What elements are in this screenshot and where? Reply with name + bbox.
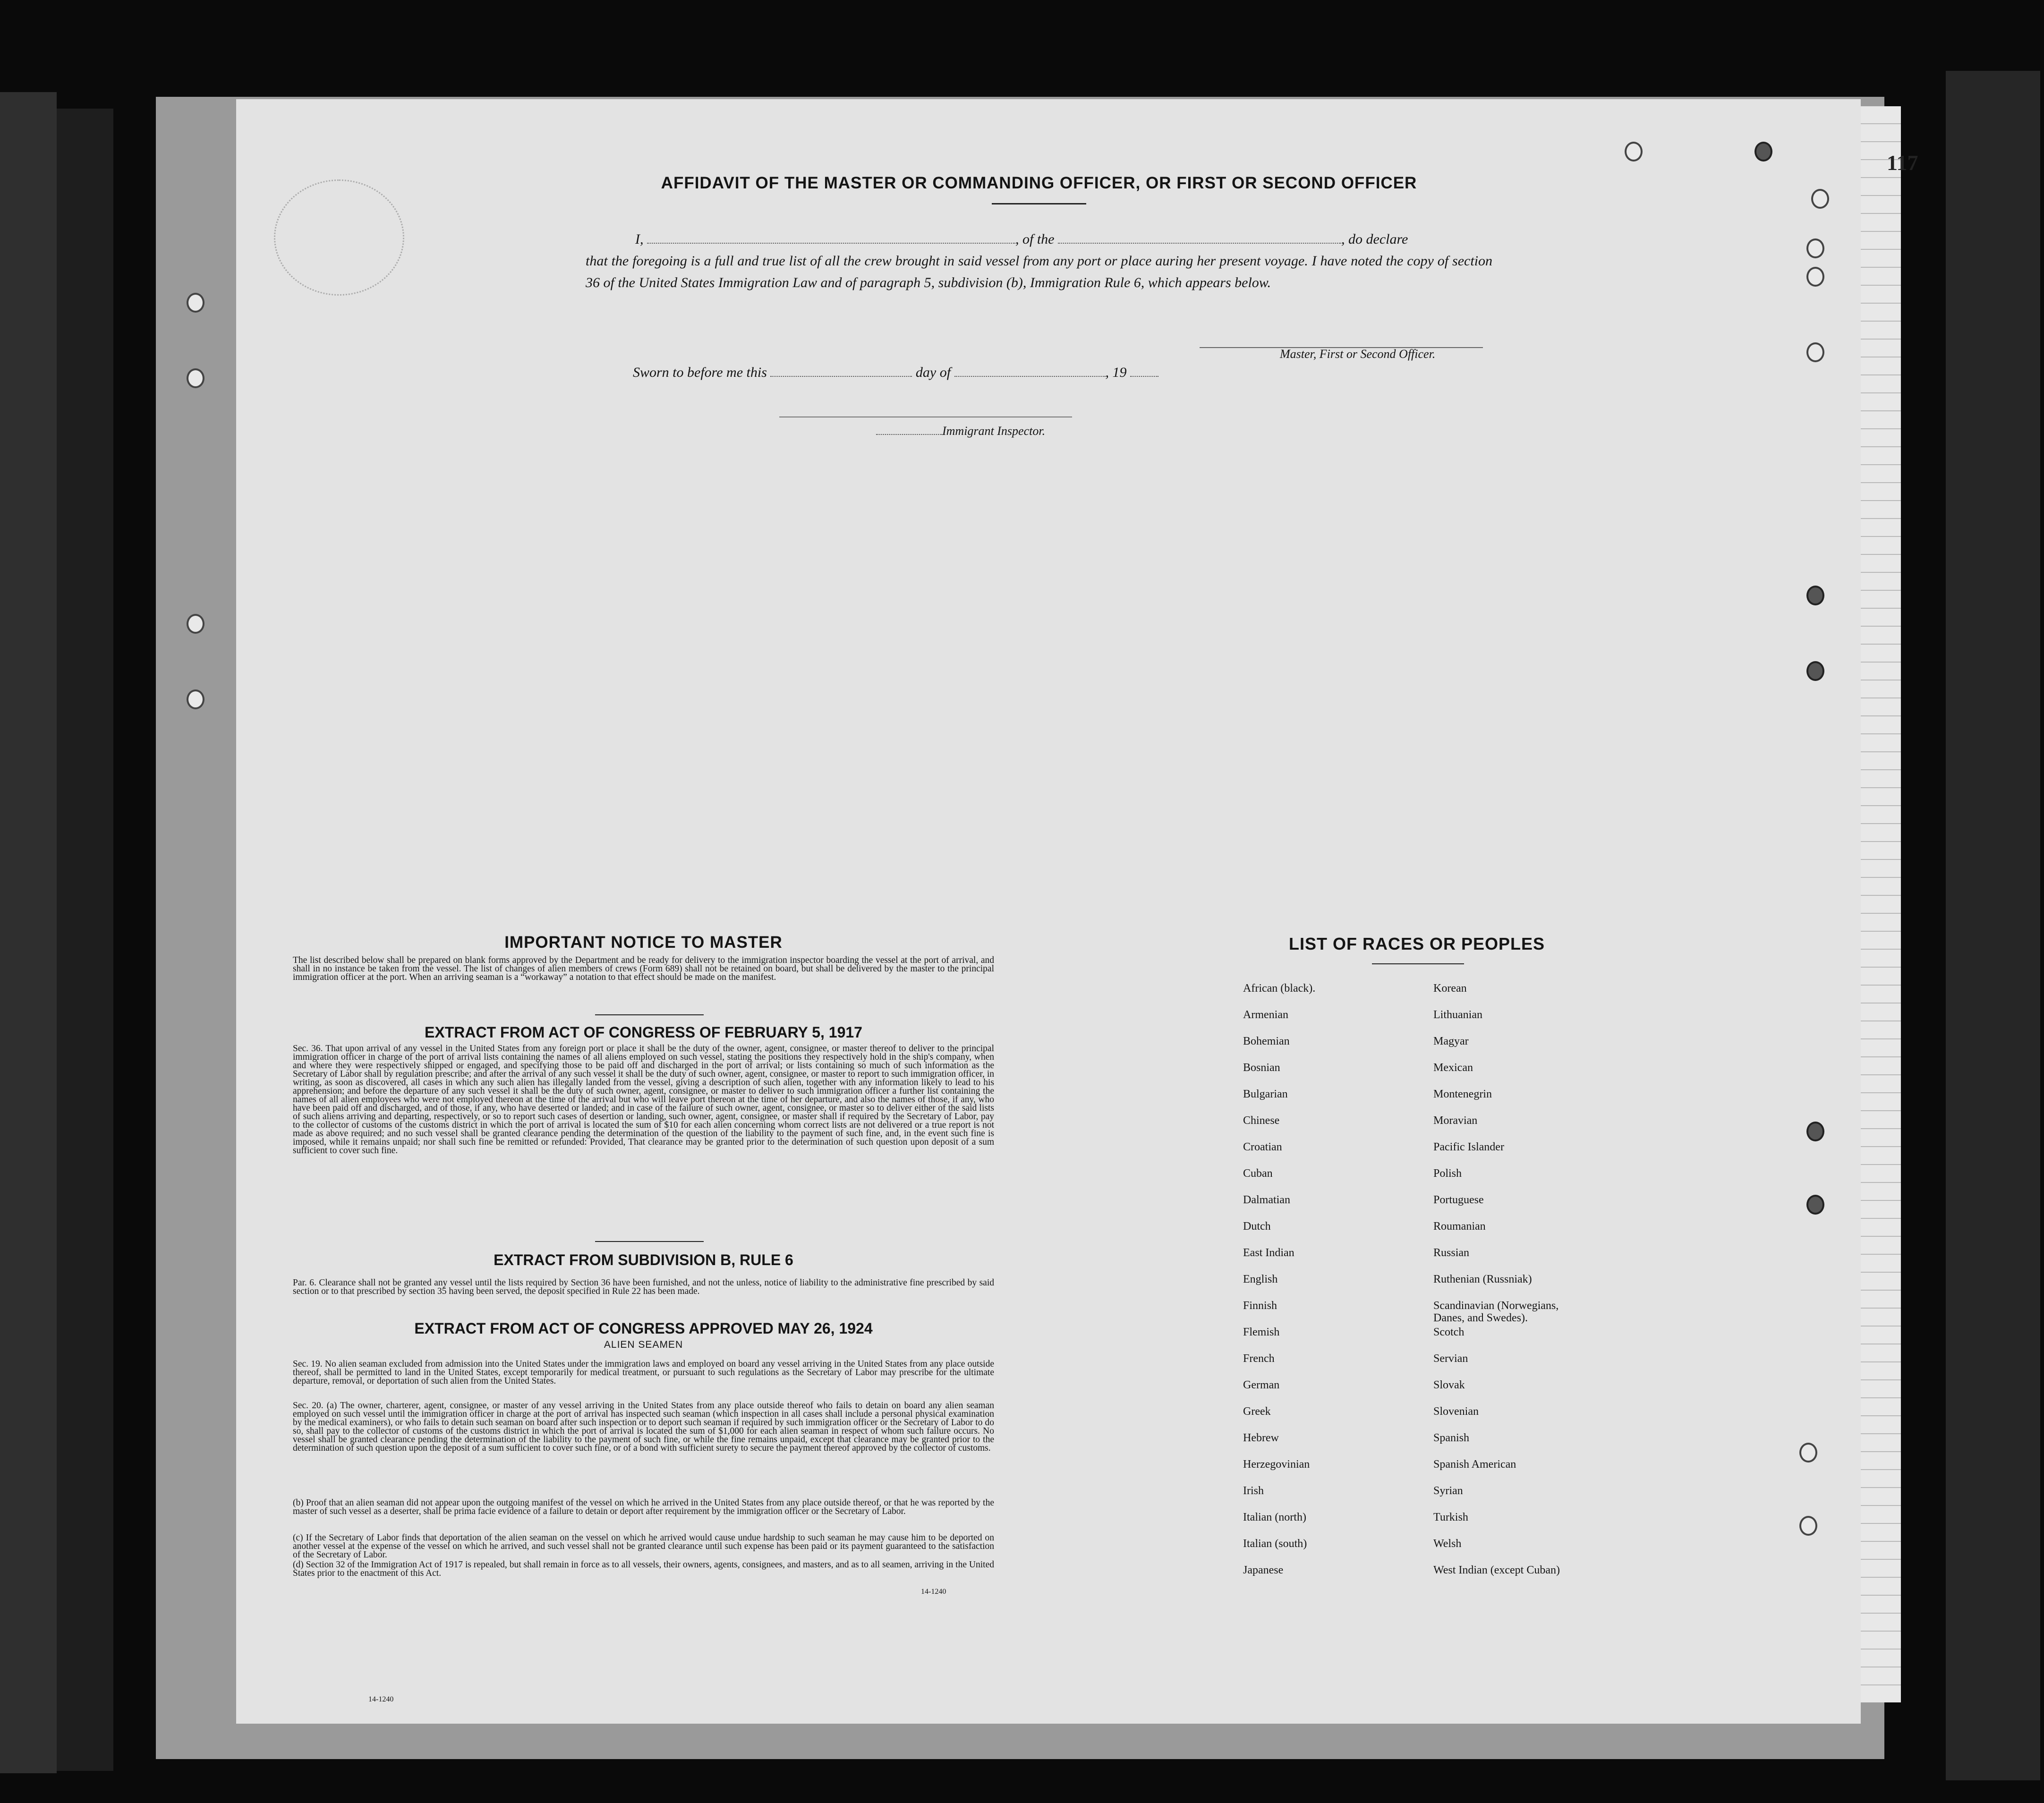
notice-text: The list described below shall be prepared on blank forms approved by the Department and be ready for delivery to the immigration inspector boarding the vessel at the port of arrival, and shall in no instance be taken from the vessel. The list of changes of alien members of crews (Form 689) shall not be retained on board, but shall be delivered by the master to the principal immigration officer at the port. When an arriving seaman is a “workaway” a notation to that effect should be made on the manifest.	[293, 955, 994, 982]
race-item: Herzegovinian	[1243, 1458, 1310, 1471]
race-item: Japanese	[1243, 1564, 1284, 1576]
race-item: English	[1243, 1273, 1278, 1285]
race-item: Moravian	[1433, 1114, 1478, 1127]
film-edge-left	[0, 92, 57, 1773]
race-item: Mexican	[1433, 1062, 1473, 1074]
faded-stamp	[274, 179, 404, 296]
affidavit-i: I,	[635, 231, 644, 247]
name-blank	[647, 232, 1015, 244]
race-item: Danes, and Swedes).	[1433, 1312, 1528, 1324]
inspector-line-2	[876, 424, 1045, 438]
film-edge-right	[1946, 71, 2040, 1780]
race-item: Syrian	[1433, 1485, 1463, 1497]
sec20b-text: (b) Proof that an alien seaman did not appear upon the outgoing manifest of the vessel on which he arrived in the United States from any place outside thereof, or that he was reported by the master of such vessel as a deserter, shall be prima facie evidence of a failure to detain or deport after requirement by the immigration officer or the Secretary of Labor.	[293, 1498, 994, 1516]
race-item: Magyar	[1433, 1035, 1469, 1047]
extract-rule6-text: Par. 6. Clearance shall not be granted any vessel until the lists required by Section 36 have been furnished, and not the unless, notice of liability to the administrative fine prescribed by said section or to that prescribed by section 35 having been served, the deposit specified in Rule 22 has been made.	[293, 1278, 994, 1296]
section-rule	[595, 1014, 704, 1015]
day-of-text: day of	[915, 365, 951, 380]
bottom-form-code: 14-1240	[368, 1695, 394, 1703]
punch-hole	[1806, 1195, 1824, 1215]
race-item: Italian (north)	[1243, 1511, 1306, 1523]
race-item: Scandinavian (Norwegians,	[1433, 1300, 1559, 1312]
race-item: Croatian	[1243, 1141, 1282, 1153]
race-item: Lithuanian	[1433, 1009, 1482, 1021]
race-item: Dalmatian	[1243, 1194, 1290, 1206]
sec19-text: Sec. 19. No alien seaman excluded from admission into the United States under the immigration laws and employed on board any vessel arriving in the United States from any place outside thereof, shall be permitted to land in the United States, except temporarily for medical treatment, or pursuant to such regulations as the Secretary of Labor may prescribe for the ultimate departure, removal, or deportation of such alien from the United States.	[293, 1359, 994, 1386]
extract-1917-title: EXTRACT FROM ACT OF CONGRESS OF FEBRUARY 5, 1917	[425, 1024, 862, 1041]
punch-hole	[187, 614, 204, 634]
inspector-label: Immigrant Inspector.	[942, 424, 1046, 438]
affidavit-title: AFFIDAVIT OF THE MASTER OR COMMANDING OFFICER, OR FIRST OR SECOND OFFICER	[661, 174, 1417, 192]
affidavit-body: that the foregoing is a full and true list of all the crew brought in said vessel from any port or place auring her present voyage. I have noted the copy of section 36 of the United States Immigration Law and of paragraph 5, subdivision (b), Immigration Rule 6, which appears below.	[586, 253, 1492, 290]
punch-hole	[1806, 238, 1824, 258]
year-blank	[1130, 366, 1158, 377]
races-rule	[1372, 963, 1464, 964]
race-item: Roumanian	[1433, 1220, 1486, 1233]
punch-hole	[1799, 1443, 1817, 1463]
race-item: Slovak	[1433, 1379, 1465, 1391]
page-number: 117	[1887, 151, 1918, 175]
document-page	[236, 99, 1861, 1724]
punch-hole	[1806, 586, 1824, 605]
sec20d-text: (d) Section 32 of the Immigration Act of 1917 is repealed, but shall remain in force as to all vessels, their owners, agents, consignees, and masters, and as to all seamen, arriving in the United States prior to the enactment of this Act.	[293, 1560, 994, 1578]
affidavit-of-the: , of the	[1015, 231, 1055, 247]
punch-hole	[187, 368, 204, 388]
race-item: Pacific Islander	[1433, 1141, 1504, 1153]
sworn-line	[633, 365, 1158, 381]
month-blank	[954, 366, 1106, 377]
vessel-blank	[1058, 232, 1341, 244]
race-item: Armenian	[1243, 1009, 1288, 1021]
extract-1924-title: EXTRACT FROM ACT OF CONGRESS APPROVED MAY 26, 1924	[414, 1320, 873, 1337]
form-code: 14-1240	[921, 1588, 946, 1596]
punch-hole	[187, 689, 204, 709]
race-item: Slovenian	[1433, 1405, 1479, 1418]
punch-hole	[1806, 267, 1824, 287]
race-item: German	[1243, 1379, 1280, 1391]
affidavit-line-1	[635, 231, 1408, 247]
race-item: Turkish	[1433, 1511, 1468, 1523]
race-item: Bohemian	[1243, 1035, 1290, 1047]
race-item: West Indian (except Cuban)	[1433, 1564, 1560, 1576]
race-item: Servian	[1433, 1352, 1468, 1365]
punch-hole	[1625, 142, 1643, 162]
race-item: Cuban	[1243, 1167, 1273, 1180]
punch-hole	[187, 293, 204, 313]
section-rule	[595, 1241, 704, 1242]
race-item: French	[1243, 1352, 1275, 1365]
race-item: Portuguese	[1433, 1194, 1484, 1206]
punch-hole	[1806, 661, 1824, 681]
film-edge-left-inner	[57, 109, 113, 1771]
race-item: Spanish	[1433, 1432, 1470, 1444]
race-item: Italian (south)	[1243, 1538, 1307, 1550]
extract-1917-text: Sec. 36. That upon arrival of any vessel in the United States from any foreign port or place it shall be the duty of the owner, agent, consignee, or master thereof to deliver to the principal immigration officer in charge of the port of arrival lists containing the names of all aliens employed on such vessel, stating the positions they respectively hold in the ship's company, when and where they were respectively shipped or engaged, and specifying those to be paid off and discharged in the port of arrival; or lists containing so much of such information as the Secretary of Labor shall by regulation prescribe; and after the arrival of any such vessel it shall be the duty of such owner, agent, consignee, or master to report to such immigration officer, in writing, as soon as discovered, all cases in which any such alien has illegally landed from the vessel, giving a description of such alien, together with any information likely to lead to his apprehension; and before the departure of any such vessel it shall be the duty of such owner, agent, consignee, or master to deliver to such immigration officer a further list containing the names of all alien employees who were not employed thereon at the time of the arrival but who will leave port thereon at the time of her departure, and also the names of those, if any, who have been paid off and discharged, and of those, if any, who have deserted or landed; and in case of the failure of such owner, agent, consignee, or master so to deliver either of the said lists of such aliens arriving and departing, respectively, or so to report such cases of desertion or landing, such owner, agent, consignee, or master shall if required by the Secretary of Labor, pay to the collector of customs of the customs district in which the port of arrival is located the sum of $10 for each alien concerning whom correct lists are not delivered or a true report is not made as above required; and no such vessel shall be granted clearance pending the determination of the question of the liability to the payment of such fine, and, in the event such fine is imposed, while it remains unpaid; nor shall such fine be remitted or refunded: Provided, That clearance may be granted prior to the determination of such question upon deposit of a sum sufficient to cover such fine.	[293, 1044, 994, 1156]
sec20a-text: Sec. 20. (a) The owner, charterer, agent, consignee, or master of any vessel arriving in the United States from any place outside thereof who fails to detain on board any alien seaman employed on such vessel until the immigration officer in charge at the port of arrival has inspected such seaman (which inspection in all cases shall include a personal physical examination by the medical examiners), or who fails to detain such seaman on board after such inspection or to deport such seaman if required by such immigration officer or the Secretary of Labor to do so, shall pay to the collector of customs of the customs district in which the port of arrival is located the sum of $1,000 for each alien seaman in respect of whom such failure occurs. No vessel shall be granted clearance pending the determination of the liability to the payment of such fine, or while the fine remains unpaid, except that clearance may be granted prior to the determination of such question upon the deposit of a sum sufficient to cover such fine, or of a bond with sufficient surety to secure the payment thereof approved by the collector of customs.	[293, 1401, 994, 1453]
day-blank	[770, 366, 912, 377]
race-item: Irish	[1243, 1485, 1264, 1497]
race-item: African (black).	[1243, 982, 1316, 995]
title-rule	[992, 203, 1086, 204]
notice-title: IMPORTANT NOTICE TO MASTER	[504, 933, 783, 952]
punch-hole	[1799, 1516, 1817, 1536]
punch-hole	[1811, 189, 1829, 209]
punch-hole	[1806, 342, 1824, 362]
punch-hole	[1754, 142, 1772, 162]
race-item: Ruthenian (Russniak)	[1433, 1273, 1532, 1285]
race-item: Spanish American	[1433, 1458, 1516, 1471]
punch-hole	[1806, 1122, 1824, 1141]
race-item: East Indian	[1243, 1247, 1295, 1259]
race-item: Welsh	[1433, 1538, 1462, 1550]
race-item: Finnish	[1243, 1300, 1278, 1312]
sec20c-text: (c) If the Secretary of Labor finds that deportation of the alien seaman on the vessel on which he arrived would cause undue hardship to such seaman he may cause him to be deported on another vessel at the expense of the vessel on which he arrived, and such vessel shall not be granted clearance until such expense has been paid or its payment guaranteed to the satisfaction of the Secretary of Labor.	[293, 1533, 994, 1560]
races-title: LIST OF RACES OR PEOPLES	[1288, 934, 1545, 953]
race-item: Polish	[1433, 1167, 1462, 1180]
race-item: Russian	[1433, 1247, 1470, 1259]
race-item: Chinese	[1243, 1114, 1280, 1127]
race-item: Bulgarian	[1243, 1088, 1288, 1100]
affidavit-do-declare: , do declare	[1341, 231, 1408, 247]
race-item: Flemish	[1243, 1326, 1280, 1338]
year-text: , 19	[1105, 365, 1127, 380]
race-item: Scotch	[1433, 1326, 1465, 1338]
extract-rule6-title: EXTRACT FROM SUBDIVISION B, RULE 6	[494, 1251, 793, 1268]
ruled-margin	[1861, 106, 1901, 1702]
race-item: Hebrew	[1243, 1432, 1279, 1444]
race-item: Greek	[1243, 1405, 1271, 1418]
inspector-blank	[876, 424, 942, 435]
race-item: Bosnian	[1243, 1062, 1280, 1074]
race-item: Montenegrin	[1433, 1088, 1492, 1100]
extract-1924-subtitle: ALIEN SEAMEN	[604, 1339, 683, 1350]
sworn-text: Sworn to before me this	[633, 365, 767, 380]
master-signature-label: Master, First or Second Officer.	[1280, 347, 1436, 361]
race-item: Korean	[1433, 982, 1467, 995]
race-item: Dutch	[1243, 1220, 1271, 1233]
